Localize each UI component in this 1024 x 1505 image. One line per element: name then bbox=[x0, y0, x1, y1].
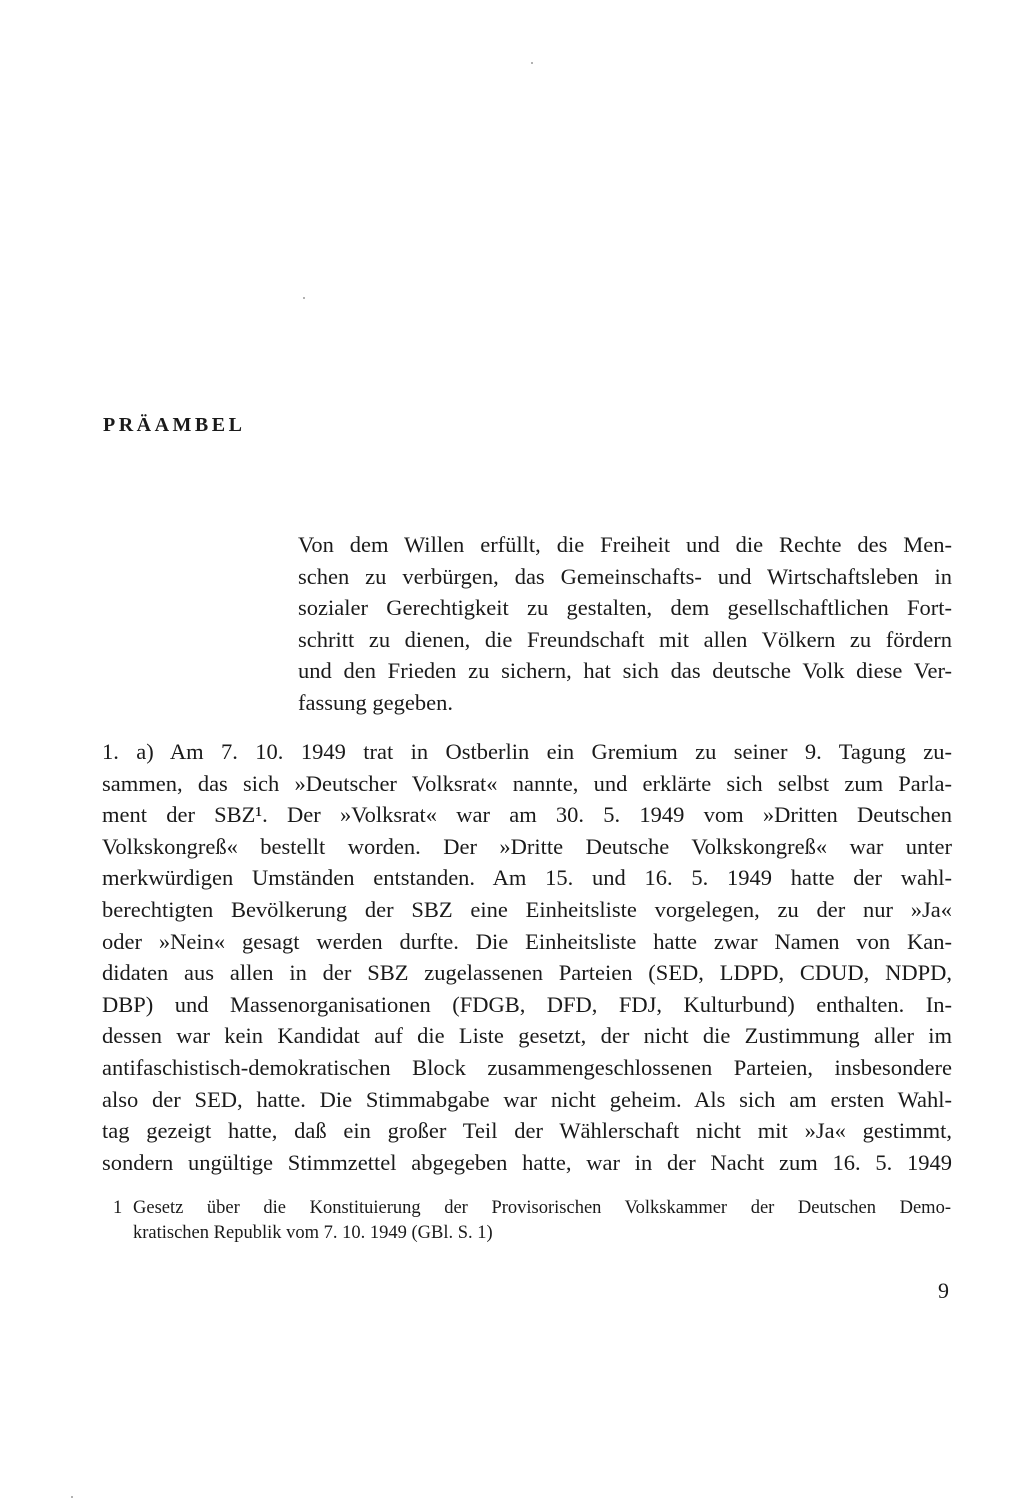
text-line: Von dem Willen erfüllt, die Freiheit und die Rechte des Men- bbox=[298, 532, 952, 557]
page-number: 9 bbox=[938, 1278, 949, 1303]
text-line: sondern ungültige Stimmzettel abgegeben hatte, war in der Nacht zum 16. 5. 1949 bbox=[102, 1149, 952, 1175]
footnote bbox=[113, 1196, 951, 1246]
text-line: merkwürdigen Umständen entstanden. Am 15. und 16. 5. 1949 hatte der wahl- bbox=[102, 865, 952, 891]
text-line: 1. a) Am 7. 10. 1949 trat in Ostberlin ein Gremium zu seiner 9. Tagung zu- bbox=[102, 739, 952, 764]
commentary-text bbox=[102, 736, 952, 1178]
text-line: fassung gegeben. bbox=[298, 689, 453, 715]
text-line: tag gezeigt hatte, daß ein großer Teil der Wählerschaft nicht mit »Ja« gestimmt, bbox=[102, 1118, 952, 1144]
text-line: ment der SBZ¹. Der »Volksrat« war am 30. 5. 1949 vom »Dritten Deutschen bbox=[102, 802, 952, 828]
text-line: didaten aus allen in der SBZ zugelassenen Parteien (SED, LDPD, CDUD, NDPD, bbox=[102, 960, 952, 986]
text-line: DBP) und Massenorganisationen (FDGB, DFD, FDJ, Kulturbund) enthalten. In- bbox=[102, 991, 952, 1017]
text-line: sammen, das sich »Deutscher Volksrat« nannte, und erklärte sich selbst zum Parla- bbox=[102, 770, 952, 796]
footnote-line: kratischen Republik vom 7. 10. 1949 (GBl. S. 1) bbox=[133, 1223, 493, 1243]
text-line: dessen war kein Kandidat auf die Liste gesetzt, der nicht die Zustimmung aller im bbox=[102, 1023, 952, 1049]
text-line: berechtigten Bevölkerung der SBZ eine Einheitsliste vorgelegen, zu der nur »Ja« bbox=[102, 896, 952, 922]
text-line: schen zu verbürgen, das Gemeinschafts- und Wirtschaftsleben in bbox=[298, 563, 952, 589]
scan-speck bbox=[531, 62, 533, 64]
text-line: oder »Nein« gesagt werden durfte. Die Einheitsliste hatte zwar Namen von Kan- bbox=[102, 928, 952, 954]
scan-speck bbox=[71, 1496, 73, 1498]
text-line: sozialer Gerechtigkeit zu gestalten, dem gesellschaftlichen Fort- bbox=[298, 595, 952, 621]
footnote-number: 1 bbox=[113, 1198, 123, 1218]
scan-speck bbox=[303, 297, 305, 299]
footnote-body bbox=[133, 1196, 951, 1246]
text-line: Volkskongreß« bestellt worden. Der »Dritte Deutsche Volkskongreß« war unter bbox=[102, 833, 952, 859]
preamble-text bbox=[298, 529, 952, 719]
text-line: also der SED, hatte. Die Stimmabgabe war nicht geheim. Als sich am ersten Wahl- bbox=[102, 1086, 952, 1112]
text-line: und den Frieden zu sichern, hat sich das deutsche Volk diese Ver- bbox=[298, 658, 952, 684]
footnote-line: Gesetz über die Konstituierung der Provisorischen Volkskammer der Deutschen Demo- bbox=[133, 1198, 951, 1218]
text-line: schritt zu dienen, die Freundschaft mit allen Völkern zu fördern bbox=[298, 626, 952, 652]
text-line: antifaschistisch-demokratischen Block zusammengeschlossenen Parteien, insbesondere bbox=[102, 1054, 952, 1080]
section-heading: PRÄAMBEL bbox=[103, 414, 246, 436]
